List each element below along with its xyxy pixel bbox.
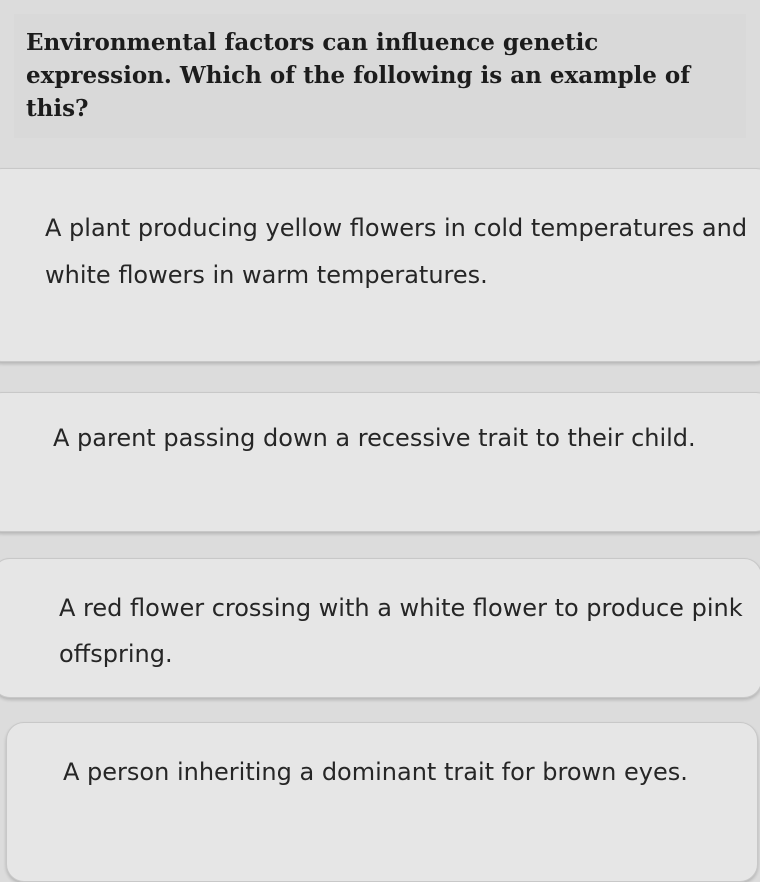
answer-option-3[interactable]	[0, 558, 760, 698]
answer-option-2-label: A parent passing down a recessive trait to their child.	[53, 424, 696, 452]
answer-option-1-label: A plant producing yellow flowers in cold temperatures and white flowers in warm temperatures.	[45, 214, 748, 289]
question-text: Environmental factors can influence genetic expression. Which of the following is an example of this?	[26, 29, 691, 122]
answer-option-4-label: A person inheriting a dominant trait for brown eyes.	[63, 758, 688, 786]
answer-option-4[interactable]	[6, 722, 758, 882]
answer-option-2[interactable]	[0, 392, 760, 532]
question-panel	[14, 14, 746, 138]
answer-option-3-label: A red flower crossing with a white flower to produce pink offspring.	[59, 594, 743, 668]
answer-option-1[interactable]	[0, 168, 760, 362]
